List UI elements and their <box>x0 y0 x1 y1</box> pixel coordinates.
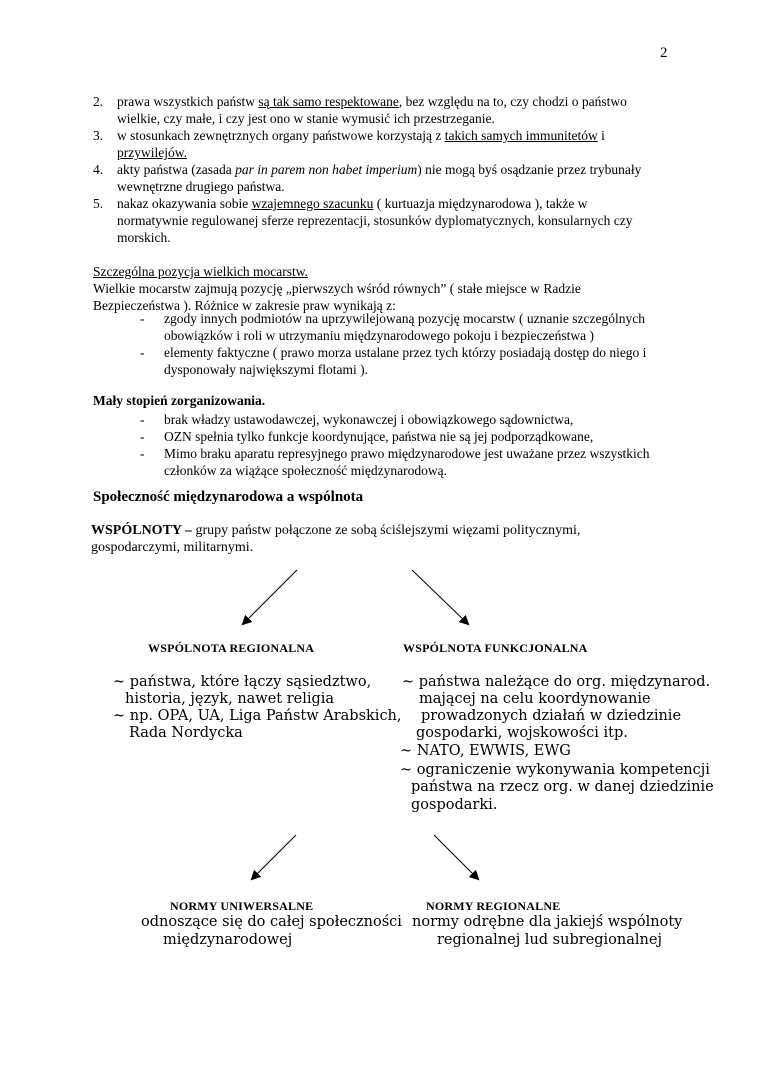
paragraph-line: Bezpieczeństwa ). Różnice w zakresie praw wynikają z: <box>93 298 396 313</box>
dash-text: OZN spełnia tylko funkcje koordynujące, państwa nie są jej podporządkowane, <box>164 429 594 444</box>
great-powers-heading: Szczególna pozycja wielkich mocarstw. <box>93 264 309 279</box>
functional-line: prowadzonych działań w dziedzinie <box>421 708 682 724</box>
communities-term: WSPÓLNOTY – <box>91 523 192 538</box>
arrow-to-regional <box>243 570 297 624</box>
functional-line: ~ państwa należące do org. międzynarod. <box>402 674 711 690</box>
dash-marker: - <box>140 446 145 461</box>
functional-line: państwa na rzecz org. w danej dziedzinie <box>411 779 714 795</box>
regional-norms-title: NORMY REGIONALNE <box>426 899 561 913</box>
functional-line: gospodarki, wojskowości itp. <box>416 725 628 741</box>
regional-line: ~ np. OPA, UA, Liga Państw Arabskich, <box>113 708 402 724</box>
regional-line: historia, język, nawet religia <box>125 691 335 707</box>
list-text: i <box>597 128 605 143</box>
dash-text: Mimo braku aparatu represyjnego prawo międzynarodowe jest uważane przez wszystkich <box>164 446 650 461</box>
list-text: normatywnie regulowanej sferze reprezentacji, stosunków dyplomatycznych, konsularnych czy <box>117 213 633 228</box>
list-number: 4. <box>93 162 104 177</box>
list-number: 2. <box>93 94 104 109</box>
arrow-to-universal <box>252 835 296 879</box>
arrow-to-regional-norms <box>434 835 478 879</box>
dash-marker: - <box>140 345 145 360</box>
underlined-phrase: takich samych immunitetów <box>444 128 598 143</box>
list-text: ) nie mogą byś osądzanie przez trybunały <box>417 162 642 177</box>
latin-maxim: par in parem non habet imperium <box>235 162 418 177</box>
dash-text: członków za wiążące społeczność międzynarodową. <box>164 463 447 478</box>
regional-line: Rada Nordycka <box>129 725 243 741</box>
list-text: prawa wszystkich państw <box>117 94 259 109</box>
dash-marker: - <box>140 412 145 427</box>
dash-text: brak władzy ustawodawczej, wykonawczej i obowiązkowego sądownictwa, <box>164 412 574 427</box>
regional-line: ~ państwa, które łączy sąsiedztwo, <box>113 674 372 690</box>
dash-text: obowiązków i roli w utrzymaniu międzynarodowego pokoju i bezpieczeństwa ) <box>164 328 594 343</box>
underlined-phrase: wzajemnego szacunku <box>251 196 374 211</box>
low-org-heading: Mały stopień zorganizowania. <box>93 393 266 408</box>
list-text: , bez względu na to, czy chodzi o państwo <box>398 94 627 109</box>
list-text: wielkie, czy małe, i czy jest ono w stanie wymusić ich przestrzeganie. <box>117 111 495 126</box>
norms-line: normy odrębne dla jakiejś wspólnoty <box>412 914 683 930</box>
dash-text: dysponowały największymi flotami ). <box>164 362 368 377</box>
dash-marker: - <box>140 429 145 444</box>
list-text: ( kurtuazja międzynarodowa ), także w <box>373 196 588 211</box>
section-title: Społeczność międzynarodowa a wspólnota <box>93 489 364 505</box>
dash-text: elementy faktyczne ( prawo morza ustalane przez tych którzy posiadają dostęp do niego i <box>164 345 647 360</box>
page-number: 2 <box>660 45 668 61</box>
functional-line: ~ NATO, EWWIS, EWG <box>400 743 571 759</box>
universal-norms-title: NORMY UNIWERSALNE <box>170 899 314 913</box>
underlined-phrase: są tak samo respektowane <box>258 94 399 109</box>
list-text: nakaz okazywania sobie <box>117 196 252 211</box>
list-number: 3. <box>93 128 104 143</box>
list-text: w stosunkach zewnętrznych organy państwowe korzystają z <box>117 128 445 143</box>
definition-text: grupy państw połączone ze sobą ściślejszymi więzami politycznymi, <box>192 523 581 538</box>
norms-line: odnoszące się do całej społeczności <box>141 914 402 930</box>
functional-line: gospodarki. <box>411 797 498 813</box>
norms-line: regionalnej lud subregionalnej <box>437 932 662 948</box>
definition-text: gospodarczymi, militarnymi. <box>91 540 254 555</box>
functional-line: ~ ograniczenie wykonywania kompetencji <box>400 762 710 778</box>
dash-marker: - <box>140 311 145 326</box>
dash-text: zgody innych podmiotów na uprzywilejowaną pozycję mocarstw ( uznanie szczególnych <box>164 311 645 326</box>
list-text: wewnętrzne drugiego państwa. <box>117 179 285 194</box>
list-number: 5. <box>93 196 104 211</box>
regional-community-title: WSPÓLNOTA REGIONALNA <box>148 641 315 655</box>
functional-line: mającej na celu koordynowanie <box>419 691 651 707</box>
paragraph-line: Wielkie mocarstw zajmują pozycję „pierwszych wśród równych” ( stałe miejsce w Radzie <box>93 281 581 296</box>
norms-line: międzynarodowej <box>163 932 293 948</box>
functional-community-title: WSPÓLNOTA FUNKCJONALNA <box>403 641 588 655</box>
list-text: akty państwa (zasada <box>117 162 236 177</box>
arrow-to-functional <box>412 570 468 624</box>
list-text: morskich. <box>117 230 171 245</box>
underlined-phrase: przywilejów. <box>117 145 187 160</box>
